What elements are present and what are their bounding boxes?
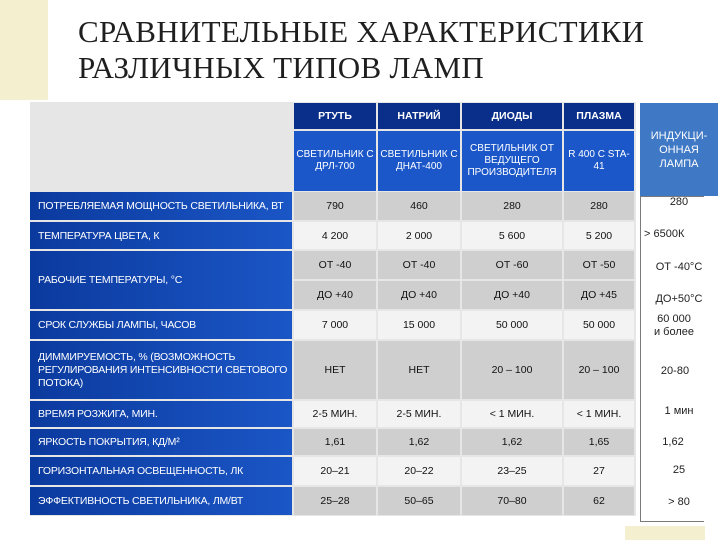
- cell-lifetime-plasma: 50 000: [564, 311, 634, 339]
- cell-lifetime-mercury: 7 000: [294, 311, 376, 339]
- col-fixture-sodium: СВЕТИЛЬНИК С ДНАТ-400: [378, 131, 460, 191]
- title-line-2: РАЗЛИЧНЫХ ТИПОВ ЛАМП: [78, 50, 485, 85]
- cell-illuminance-mercury: 20–21: [294, 457, 376, 485]
- cell-efficiency-sodium: 50–65: [378, 487, 460, 515]
- row-label-lifetime: СРОК СЛУЖБЫ ЛАМПЫ, ЧАСОВ: [30, 311, 292, 339]
- col-fixture-diodes: СВЕТИЛЬНИК ОТ ВЕДУЩЕГО ПРОИЗВОДИТЕЛЯ: [462, 131, 562, 191]
- cell-temp-min-sodium: ОТ -40: [378, 251, 460, 279]
- cell-power-sodium: 460: [378, 192, 460, 220]
- cell-power-mercury: 790: [294, 192, 376, 220]
- cell-luminance-diodes: 1,62: [462, 429, 562, 455]
- cell-dimming-sodium: НЕТ: [378, 341, 460, 399]
- cell-ignition-mercury: 2-5 МИН.: [294, 401, 376, 427]
- col-fixture-mercury: СВЕТИЛЬНИК С ДРЛ-700: [294, 131, 376, 191]
- row-label-ignition: ВРЕМЯ РОЗЖИГА, МИН.: [30, 401, 292, 427]
- induction-power: 280: [669, 196, 689, 208]
- row-label-operating-temp: РАБОЧИЕ ТЕМПЕРАТУРЫ, °С: [30, 251, 292, 309]
- row-label-illuminance: ГОРИЗОНТАЛЬНАЯ ОСВЕЩЕННОСТЬ, ЛК: [30, 457, 292, 485]
- induction-temp-min: ОТ -40°С: [655, 261, 703, 273]
- row-label-dimming: ДИММИРУЕМОСТЬ, % (ВОЗМОЖНОСТЬ РЕГУЛИРОВАНИЯ ИНТЕНСИВНОСТИ СВЕТОВОГО ПОТОКА): [30, 341, 292, 399]
- cell-temp-min-plasma: ОТ -50: [564, 251, 634, 279]
- cell-temp-min-mercury: ОТ -40: [294, 251, 376, 279]
- induction-lifetime-note: и более: [653, 326, 695, 338]
- induction-lifetime: 60 000: [657, 313, 691, 325]
- cell-dimming-mercury: НЕТ: [294, 341, 376, 399]
- cell-efficiency-plasma: 62: [564, 487, 634, 515]
- induction-header: ИНДУКЦИ-ОННАЯ ЛАМПА: [640, 103, 718, 196]
- cell-ignition-plasma: < 1 МИН.: [564, 401, 634, 427]
- col-header-plasma: ПЛАЗМА: [564, 103, 634, 129]
- cell-ignition-diodes: < 1 МИН.: [462, 401, 562, 427]
- induction-efficiency: > 80: [668, 496, 690, 508]
- induction-color-temp: > 6500К: [644, 228, 685, 240]
- cell-luminance-plasma: 1,65: [564, 429, 634, 455]
- col-header-sodium: НАТРИЙ: [378, 103, 460, 129]
- cell-luminance-sodium: 1,62: [378, 429, 460, 455]
- cell-power-plasma: 280: [564, 192, 634, 220]
- cell-colortemp-plasma: 5 200: [564, 222, 634, 249]
- cell-temp-max-diodes: ДО +40: [462, 281, 562, 309]
- cell-colortemp-mercury: 4 200: [294, 222, 376, 249]
- cell-lifetime-sodium: 15 000: [378, 311, 460, 339]
- cell-illuminance-diodes: 23–25: [462, 457, 562, 485]
- decorative-footer-bar: [625, 526, 705, 540]
- cell-efficiency-mercury: 25–28: [294, 487, 376, 515]
- title-line-1: СРАВНИТЕЛЬНЫЕ ХАРАКТЕРИСТИКИ: [78, 14, 645, 49]
- induction-luminance: 1,62: [662, 436, 684, 448]
- col-fixture-plasma: R 400 С STA-41: [564, 131, 634, 191]
- page-title: [78, 14, 644, 86]
- cell-colortemp-sodium: 2 000: [378, 222, 460, 249]
- cell-dimming-diodes: 20 – 100: [462, 341, 562, 399]
- cell-colortemp-diodes: 5 600: [462, 222, 562, 249]
- col-header-mercury: РТУТЬ: [294, 103, 376, 129]
- row-label-efficiency: ЭФФЕКТИВНОСТЬ СВЕТИЛЬНИКА, ЛМ/ВТ: [30, 487, 292, 515]
- cell-lifetime-diodes: 50 000: [462, 311, 562, 339]
- row-label-power: ПОТРЕБЛЯЕМАЯ МОЩНОСТЬ СВЕТИЛЬНИКА, ВТ: [30, 192, 292, 220]
- cell-efficiency-diodes: 70–80: [462, 487, 562, 515]
- cell-illuminance-sodium: 20–22: [378, 457, 460, 485]
- induction-ignition: 1 мин: [664, 405, 694, 417]
- cell-ignition-sodium: 2-5 МИН.: [378, 401, 460, 427]
- cell-temp-max-sodium: ДО +40: [378, 281, 460, 309]
- cell-power-diodes: 280: [462, 192, 562, 220]
- col-header-diodes: ДИОДЫ: [462, 103, 562, 129]
- decorative-square: [13, 84, 39, 98]
- cell-temp-min-diodes: ОТ -60: [462, 251, 562, 279]
- induction-dimming: 20-80: [660, 365, 690, 377]
- row-label-color-temp: ТЕМПЕРАТУРА ЦВЕТА, К: [30, 222, 292, 249]
- row-label-luminance: ЯРКОСТЬ ПОКРЫТИЯ, КД/М²: [30, 429, 292, 455]
- induction-illuminance: 25: [672, 464, 686, 476]
- cell-temp-max-plasma: ДО +45: [564, 281, 634, 309]
- cell-illuminance-plasma: 27: [564, 457, 634, 485]
- cell-temp-max-mercury: ДО +40: [294, 281, 376, 309]
- induction-temp-max: ДО+50°С: [655, 293, 703, 305]
- cell-dimming-plasma: 20 – 100: [564, 341, 634, 399]
- cell-luminance-mercury: 1,61: [294, 429, 376, 455]
